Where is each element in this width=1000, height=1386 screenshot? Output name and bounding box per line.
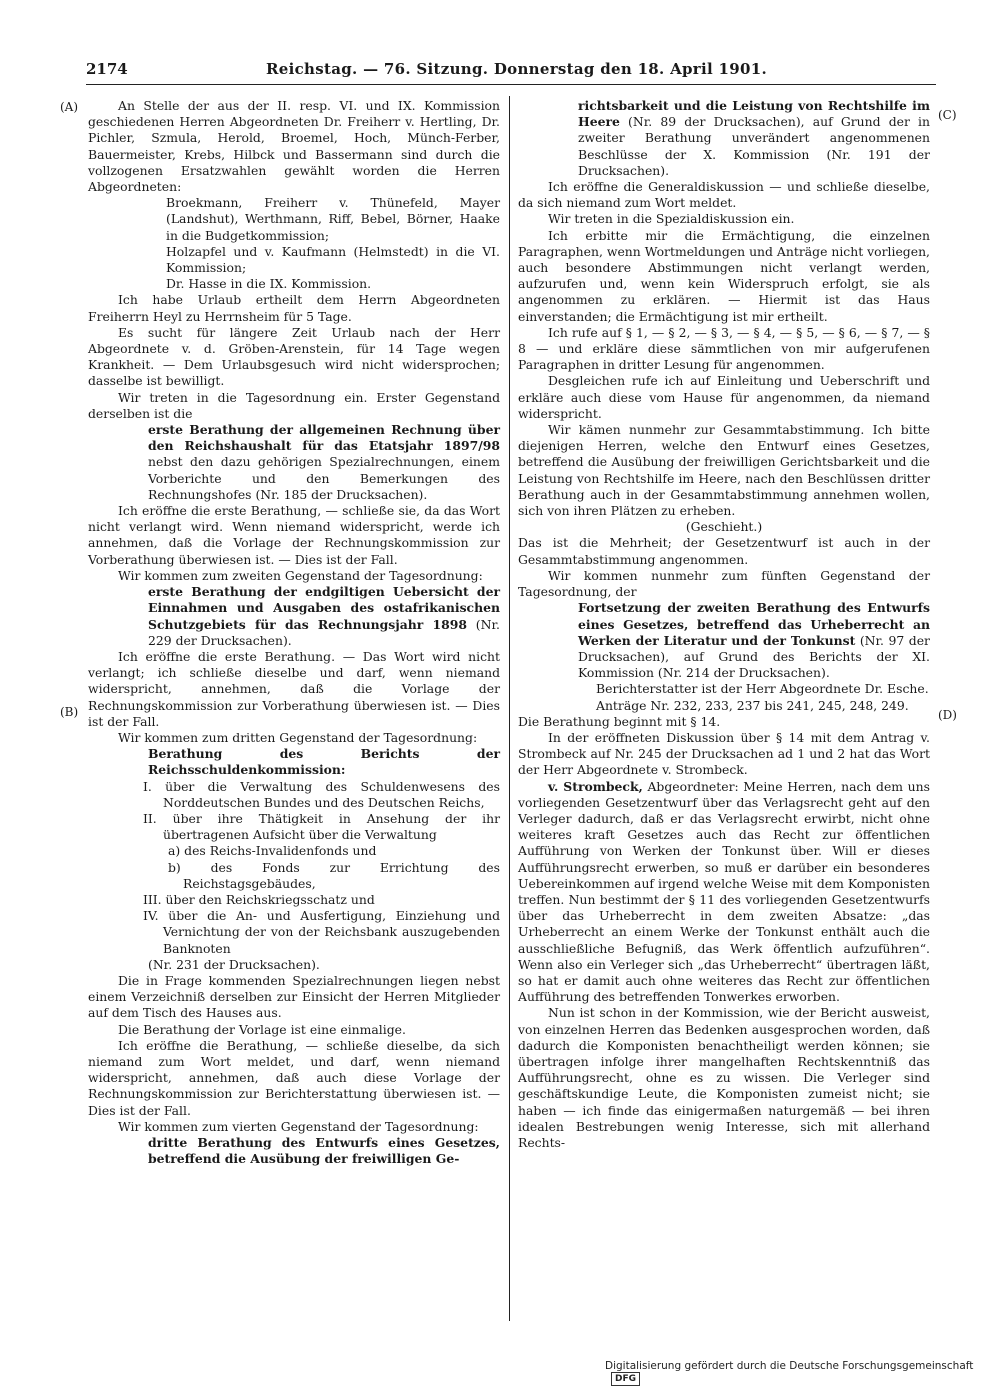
paragraph: Ich eröffne die erste Berathung, — schließe sie, da das Wort nicht verlangt wird. Wenn niemand widerspricht, werde ich annehmen, daß die Vorlage der Rechnungskommission zur Vorberathung überwiesen ist. — Dies ist der Fall. [88,503,500,567]
left-column [88,98,500,1167]
agenda-detail: (Nr. 97 der Drucksachen), auf Grund des Berichts der XI. Kommission (Nr. 214 der Drucksachen). [578,632,930,681]
paragraph: Nun ist schon in der Kommission, wie der Bericht ausweist, von einzelnen Herren das Bedenken ausgesprochen worden, daß dadurch die Komponisten benachtheiligt werden können; sie übertragen infolge ihrer mangelhaften Rechtskenntniß das Aufführungsrecht, ohne es zu wissen. Die Verleger sind geschäftskundige Leute, die Komponisten zumeist nicht; sie haben — ich finde das einigermaßen naturgemäß — bei ihren idealen Bestrebungen wenig Interesse, sich mit allerhand Rechts- [518,1005,930,1150]
margin-marker-b: (B) [60,705,79,719]
agenda-item [578,600,930,681]
paragraph: Wir kämen nunmehr zur Gesammtabstimmung. Ich bitte diejenigen Herren, welche den Entwurf eines Gesetzes, betreffend die Ausübung der freiwilligen Gerichtsbarkeit und die Leistung von Rechtshilfe im Heere, nach den Beschlüssen dritter Berathung auch in der Gesammtabstimmung annehmen wollen, sich von ihren Plätzen zu erheben. [518,422,930,519]
paragraph: Wir kommen nunmehr zum fünften Gegenstand der Tagesordnung, der [518,567,930,600]
paragraph: Wir kommen zum dritten Gegenstand der Tagesordnung: [118,729,478,745]
paragraph: Anträge Nr. 232, 233, 237 bis 241, 245, 248, 249. [596,697,909,713]
agenda-item [578,98,930,179]
paragraph: Berichterstatter ist der Herr Abgeordnete Dr. Esche. [596,681,929,697]
list-item: III. über den Reichskriegsschatz und [143,891,375,907]
margin-marker-a: (A) [60,100,79,114]
paragraph: Ich eröffne die Berathung, — schließe dieselbe, da sich niemand zum Wort meldet, und darf, wenn niemand widerspricht, annehmen, daß auch diese Vorlage der Rechnungskommission zur Berichterstattung überwiesen ist. — Dies ist der Fall. [88,1037,500,1118]
paragraph: Ich eröffne die Generaldiskussion — und schließe dieselbe, da sich niemand zum Wort meldet. [518,179,930,211]
paragraph: Das ist die Mehrheit; der Gesetzentwurf ist auch in der Gesammtabstimmung angenommen. [518,535,930,567]
agenda-title: Fortsetzung der zweiten Berathung des Entwurfs eines Gesetzes, betreffend das Urheberrecht an Werken der Literatur und der Tonkunst [578,600,930,648]
agenda-title: richtsbarkeit und die Leistung von Rechtshilfe im Heere [578,98,930,130]
paragraph: Broekmann, Freiherr v. Thünefeld, Mayer (Landshut), Werthmann, Riff, Bebel, Börner, Haake in die Budgetkommission; [166,195,500,243]
paragraph: Holzapfel und v. Kaufmann (Helmstedt) in die VI. Kommission; [166,243,500,276]
list-item: IV. über die An- und Ausfertigung, Einziehung und Vernichtung der von der Reichsbank auszugebenden Banknoten [143,908,500,956]
margin-marker-d: (D) [938,708,957,722]
agenda-detail: (Nr. 89 der Drucksachen), auf Grund der in zweiter Berathung unverändert angenommenen Beschlüsse der X. Kommission (Nr. 191 der Drucksachen). [578,114,930,178]
agenda-title: Berathung des Berichts der Reichsschuldenkommission: [148,746,500,778]
speech [518,779,930,1006]
paragraph: Ich erbitte mir die Ermächtigung, die einzelnen Paragraphen, wenn Wortmeldungen und Anträge nicht vorliegen, auch besondere Abstimmungen nicht verlangt werden, aufzurufen und, wenn kein Widerspruch erfolgt, sie als angenommen zu erklären. — Hiermit ist das Haus einverstanden; die Ermächtigung ist mir ertheilt. [518,227,930,324]
paragraph: Ich rufe auf § 1, — § 2, — § 3, — § 4, — § 5, — § 6, — § 7, — § 8 — und erkläre diese sämmtlichen von mir aufgerufenen Paragraphen in dritter Lesung für angenommen. [518,324,930,373]
paragraph: Ich eröffne die erste Berathung. — Das Wort wird nicht verlangt; ich schließe dieselbe und darf, wenn niemand widerspricht, annehmen, daß die Vorlage der Rechnungskommission zur Vorberathung überwiesen ist. — Dies ist der Fall. [88,648,500,729]
agenda-detail: (Nr. 229 der Drucksachen). [148,616,500,648]
list-item: b) des Fonds zur Errichtung des Reichstagsgebäudes, [168,859,500,891]
agenda-item [148,584,500,649]
agenda-title: dritte Berathung des Entwurfs eines Gesetzes, betreffend die Ausübung der freiwilligen Ge- [148,1135,500,1167]
paragraph: Die Berathung der Vorlage ist eine einmalige. [118,1021,406,1037]
list-item: II. über ihre Thätigkeit in Ansehung der ihr übertragenen Aufsicht über die Verwaltung [143,810,500,843]
agenda-item [148,422,500,503]
paragraph: Desgleichen rufe ich auf Einleitung und Ueberschrift und erkläre auch diese vom Hause für angenommen, da niemand widerspricht. [518,373,930,421]
paragraph: Wir treten in die Spezialdiskussion ein. [548,211,795,227]
header-rule [86,84,936,85]
page-header [86,58,936,82]
margin-marker-c: (C) [938,108,957,122]
column-divider [509,96,510,1321]
paragraph: Wir treten in die Tagesordnung ein. Erster Gegenstand derselben ist die [88,389,500,421]
paragraph: Dr. Hasse in die IX. Kommission. [166,276,372,292]
running-title: Reichstag. — 76. Sitzung. Donnerstag den 18. April 1901. [266,60,768,78]
paragraph: In der eröffneten Diskussion über § 14 mit dem Antrag v. Strombeck auf Nr. 245 der Drucksachen ad 1 und 2 hat das Wort der Herr Abgeordnete v. Strombeck. [518,729,930,778]
agenda-detail: nebst den dazu gehörigen Spezialrechnungen, einem Vorberichte und den Bemerkungen des Rechnungshofes (Nr. 185 der Drucksachen). [148,454,500,502]
paragraph: Es sucht für längere Zeit Urlaub nach der Herr Abgeordnete v. d. Gröben-Arenstein, für 14 Tage wegen Krankheit. — Dem Urlaubsgesuch wird nicht widersprochen; dasselbe ist bewilligt. [88,324,500,389]
paragraph: Die Berathung beginnt mit § 14. [518,713,721,729]
stage-direction: (Geschieht.) [685,519,763,535]
footer-text: Digitalisierung gefördert durch die Deutsche Forschungsgemeinschaft [605,1360,974,1372]
agenda-title: erste Berathung der allgemeinen Rechnung über den Reichshaushalt für das Etatsjahr 1897/98 [148,422,500,454]
list-item: a) des Reichs-Invalidenfonds und [168,843,377,859]
speech-text: Abgeordneter: Meine Herren, nach dem uns vorliegenden Gesetzentwurf über das Verlagsrecht geht auf den Verleger dadurch, daß er das Verlagsrecht erwirbt, nicht ohne weiteres kraft Gesetzes auch das Recht zur öffentlichen Aufführung von Werken der Tonkunst über. Will er dieses Aufführungsrecht erwerben, so muß er darüber ein besonderes Uebereinkommen auf irgend welche Weise mit dem Komponisten treffen. Nun bestimmt der § 11 des vorliegenden Gesetzentwurfs über das Urheberrecht in dem zweiten Absatze: „das Urheberrecht an einem Werke der Tonkunst enthält auch die ausschließliche Befugniß, das Werk öffentlich aufzuführen“. Wenn also ein Verleger sich „das Urheberrecht“ übertragen läßt, so hat er damit auch ohne weiteres das Recht zur öffentlichen Aufführung des betreffenden Tonwerkes erworben. [518,778,930,1005]
list-item: I. über die Verwaltung des Schuldenwesens des Norddeutschen Bundes und des Deutschen Reichs, [143,778,500,810]
agenda-title: erste Berathung der endgiltigen Uebersicht der Einnahmen und Ausgaben des ostafrikanischen Schutzgebiets für das Rechnungsjahr 1898 [148,584,500,632]
dfg-logo: DFG [611,1372,640,1386]
paragraph: An Stelle der aus der II. resp. VI. und IX. Kommission geschiedenen Herren Abgeordneten Dr. Freiherr v. Hertling, Dr. Pichler, Szmula, Herold, Broemel, Hoch, Münch-Ferber, Bauermeister, Krebs, Hilbck und Bassermann sind durch die vollzogenen Ersatzwahlen gewählt worden die Herren Abgeordneten: [88,98,500,195]
speaker-name: v. Strombeck, [548,778,643,794]
paragraph: Wir kommen zum vierten Gegenstand der Tagesordnung: [118,1118,479,1134]
page-number: 2174 [86,60,128,78]
digitization-footer [605,1360,995,1384]
paragraph: Wir kommen zum zweiten Gegenstand der Tagesordnung: [118,567,483,583]
paragraph: Ich habe Urlaub ertheilt dem Herrn Abgeordneten Freiherrn Heyl zu Herrnsheim für 5 Tage. [88,292,500,324]
right-column [518,98,930,1151]
paragraph: Die in Frage kommenden Spezialrechnungen liegen nebst einem Verzeichniß derselben zur Einsicht der Herren Mitglieder auf dem Tisch des Hauses aus. [88,972,500,1021]
list-item: (Nr. 231 der Drucksachen). [148,956,320,972]
